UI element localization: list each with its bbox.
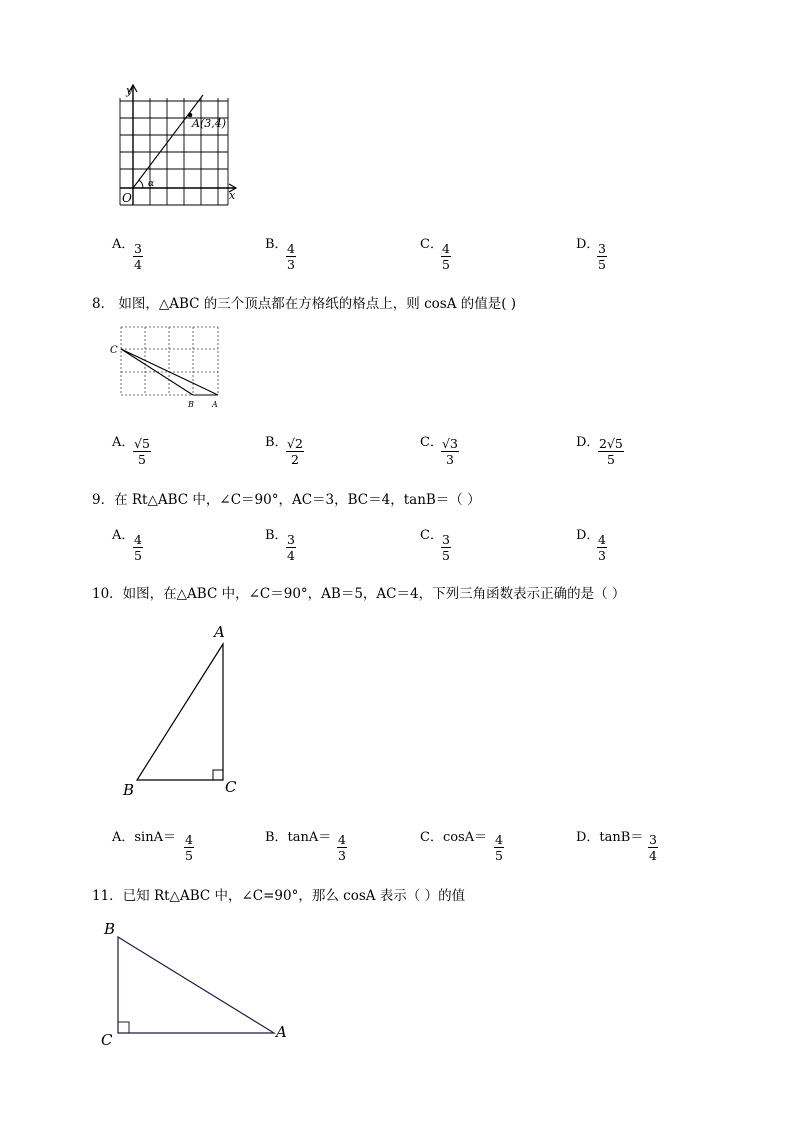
q8-option-b-letter: B． xyxy=(265,435,288,450)
q9-option-a-letter: A． xyxy=(112,528,135,543)
q8-option-b-fraction: √2 2 xyxy=(287,436,303,467)
q9-option-d-letter: D． xyxy=(576,528,600,543)
q7-coordinate-figure xyxy=(110,80,250,210)
q8-vertex-b: B xyxy=(188,400,194,409)
q8-option-a-fraction: √5 5 xyxy=(134,436,150,467)
q7-option-c-fraction: 4 5 xyxy=(442,241,450,272)
q8-option-a-letter: A． xyxy=(112,435,135,450)
q8-option-d-fraction: 2√5 5 xyxy=(599,436,623,467)
q8-option-d-letter: D． xyxy=(576,435,600,450)
q9-option-a-fraction: 4 5 xyxy=(134,532,142,563)
q7-option-d-fraction: 3 5 xyxy=(598,241,606,272)
q7-option-b-letter: B． xyxy=(265,237,288,252)
q7-option-a-fraction: 3 4 xyxy=(134,241,142,272)
q9-option-c-fraction: 3 5 xyxy=(442,532,450,563)
x-axis-label: x xyxy=(229,189,236,202)
q10-option-c-label: C．cosA＝ xyxy=(420,830,488,845)
point-a-label: A(3,4) xyxy=(192,117,227,130)
q8-option-c-letter: C． xyxy=(420,435,443,450)
q7-option-b-fraction: 4 3 xyxy=(287,241,295,272)
q9-option-d-fraction: 4 3 xyxy=(598,532,606,563)
q11-vertex-c: C xyxy=(101,1031,113,1049)
q9-option-c-letter: C． xyxy=(420,528,443,543)
q8-vertex-c: C xyxy=(110,345,118,356)
q10-vertex-b: B xyxy=(123,781,135,799)
q9-option-b-letter: B． xyxy=(265,528,288,543)
q10-option-d-label: D．tanB＝ xyxy=(576,830,644,845)
q9-question-text: 9．在 Rt△ABC 中，∠C＝90°，AC＝3，BC＝4，tanB＝（ ） xyxy=(92,492,481,508)
q8-grid-figure xyxy=(108,322,223,412)
q10-triangle-figure xyxy=(115,620,245,805)
origin-label: O xyxy=(122,191,132,205)
q10-option-b-fraction: 4 3 xyxy=(338,832,346,863)
q11-vertex-a: A xyxy=(276,1023,287,1041)
q10-option-a-fraction: 4 5 xyxy=(185,832,193,863)
q10-option-d-fraction: 3 4 xyxy=(649,832,657,863)
q10-option-c-fraction: 4 5 xyxy=(495,832,503,863)
q8-vertex-a: A xyxy=(212,400,218,409)
q10-option-b-label: B．tanA＝ xyxy=(265,830,332,845)
q7-option-a-letter: A． xyxy=(112,237,135,252)
q10-question-text: 10．如图，在△ABC 中，∠C＝90°，AB＝5，AC＝4，下列三角函数表示正确的是（ ） xyxy=(92,586,626,602)
q8-option-c-fraction: √3 3 xyxy=(442,436,458,467)
angle-alpha-label: α xyxy=(148,179,155,189)
q10-vertex-c: C xyxy=(225,778,237,796)
q9-option-b-fraction: 3 4 xyxy=(287,532,295,563)
q11-question-text: 11．已知 Rt△ABC 中，∠C=90°，那么 cosA 表示（ ）的值 xyxy=(92,888,466,904)
q10-vertex-a: A xyxy=(214,623,225,641)
q7-option-c-letter: C． xyxy=(420,237,443,252)
q7-option-d-letter: D． xyxy=(576,237,600,252)
q10-option-a-label: A．sinA＝ xyxy=(112,830,176,845)
q11-triangle-figure xyxy=(98,915,298,1055)
q8-question-text: 8． 如图，△ABC 的三个顶点都在方格纸的格点上，则 cosA 的值是( ) xyxy=(92,296,517,312)
q11-vertex-b: B xyxy=(104,920,116,938)
y-axis-label: y xyxy=(126,84,133,97)
